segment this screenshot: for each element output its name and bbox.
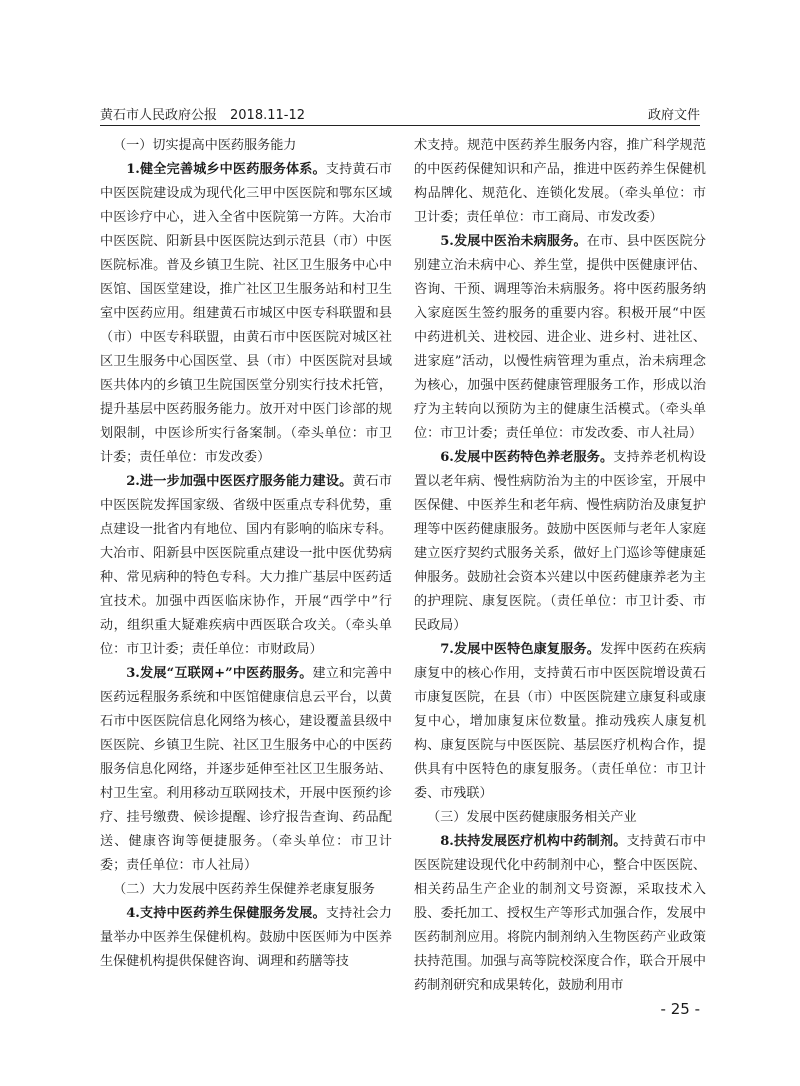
paragraph-4	[100, 902, 392, 974]
paragraph-2-title: 2.进一步加强中医医疗服务能力建设。	[126, 474, 353, 489]
paragraph-1	[100, 158, 392, 470]
paragraph-7	[414, 638, 706, 806]
paragraph-5-body: 在市、县中医医院分别建立治未病中心、养生堂，提供中医健康评估、咨询、干预、调理等治未病服务。将中医药服务纳入家庭医生签约服务的重要内容。积极开展“中医中药进机关、进校园、进企业、进乡村、进社区、进家庭”活动，以慢性病管理为重点，治未病理念为核心，加强中医药健康管理服务工作，形成以治疗为主转向以预防为主的健康生活模式。（牵头单位：市卫计委；责任单位：市发改委、市人社局）	[414, 234, 707, 441]
paragraph-6	[414, 446, 706, 638]
section-heading-3: （三）发展中医药健康服务相关产业	[427, 810, 637, 825]
left-column	[100, 134, 392, 974]
paragraph-6-body: 支持养老机构设置以老年病、慢性病防治为主的中医诊室，开展中医保健、中医养生和老年病、慢性病防治及康复护理等中医药健康服务。鼓励中医医师与老年人家庭建立医疗契约式服务关系，做好上门巡诊等健康延伸服务。鼓励社会资本兴建以中医药健康养老为主的护理院、康复医院。（责任单位：市卫计委、市民政局）	[414, 450, 706, 633]
paragraph-3-title: 3.发展“互联网+”中医药服务。	[126, 666, 313, 681]
paragraph-1-title: 1.健全完善城乡中医药服务体系。	[126, 162, 326, 177]
paragraph-3-body: 建立和完善中医药远程服务系统和中医馆健康信息云平台，以黄石市中医医院信息化网络为核心，建设覆盖县级中医医院、乡镇卫生院、社区卫生服务中心的中医药服务信息化网络，并逐步延伸至社区卫生服务站、村卫生室。利用移动互联网技术，开展中医预约诊疗、挂号缴费、候诊提醒、诊疗报告查询、药品配送、健康咨询等便捷服务。（牵头单位：市卫计委；责任单位：市人社局）	[100, 666, 393, 873]
paragraph-4-title: 4.支持中医药养生保健服务发展。	[126, 906, 326, 921]
paragraph-5	[414, 230, 706, 446]
paragraph-8-body: 支持黄石市中医医院建设现代化中药制剂中心，整合中医医院、相关药品生产企业的制剂文号资源，采取技术入股、委托加工、授权生产等形式加强合作，发展中医药制剂应用。将院内制剂纳入生物医药产业政策扶持范围。加强与高等院校深度合作，联合开展中药制剂研究和成果转化，鼓励利用市	[414, 834, 707, 993]
paragraph-7-title: 7.发展中医特色康复服务。	[440, 642, 601, 657]
paragraph-6-title: 6.发展中医药特色养老服务。	[440, 450, 614, 465]
paragraph-3	[100, 662, 392, 878]
page-number: - 25 -	[660, 1000, 700, 1018]
section-heading-2: （二）大力发展中医药养生保健养老康复服务	[113, 882, 375, 897]
paragraph-4-continued: 术支持。规范中医药养生服务内容，推广科学规范的中医药保健知识和产品，推进中医药养生保健机构品牌化、规范化、连锁化发展。（牵头单位：市卫计委；责任单位：市工商局、市发改委）	[414, 138, 706, 225]
paragraph-5-title: 5.发展中医治未病服务。	[440, 234, 587, 249]
paragraph-8	[414, 830, 706, 998]
paragraph-1-body: 支持黄石市中医医院建设成为现代化三甲中医医院和鄂东区域中医诊疗中心，进入全省中医院第一方阵。大冶市中医医院、阳新县中医医院达到示范县（市）中医医院标准。普及乡镇卫生院、社区卫生服务中心中医馆、国医堂建设，推广社区卫生服务站和村卫生室中医药应用。组建黄石市城区中医专科联盟和县（市）中医专科联盟，由黄石市中医医院对城区社区卫生服务中心国医堂、县（市）中医医院对县域医共体内的乡镇卫生院国医堂分别实行技术托管，提升基层中医药服务能力。放开对中医门诊部的规划限制，中医诊所实行备案制。（牵头单位：市卫计委；责任单位：市发改委）	[100, 162, 393, 465]
paragraph-4-body: 支持社会力量举办中医养生保健机构。鼓励中医医师为中医养生保健机构提供保健咨询、调理和药膳等技	[100, 906, 393, 969]
paragraph-8-title: 8.扶持发展医疗机构中药制剂。	[440, 834, 627, 849]
paragraph-2-body: 黄石市中医医院发挥国家级、省级中医重点专科优势，重点建设一批省内有地位、国内有影响的临床专科。大冶市、阳新县中医医院重点建设一批中医优势病种、常见病种的特色专科。大力推广基层中医药适宜技术。加强中西医临床协作，开展“西学中”行动，组织重大疑难疾病中西医联合攻关。（牵头单位：市卫计委；责任单位：市财政局）	[100, 474, 393, 657]
paragraph-2	[100, 470, 392, 662]
header-divider	[100, 125, 700, 126]
section-label: 政府文件	[647, 108, 700, 123]
paragraph-7-body: 发挥中医药在疾病康复中的核心作用，支持黄石市中医医院增设黄石市康复医院，在县（市）中医医院建立康复科或康复中心，增加康复床位数量。推动残疾人康复机构、康复医院与中医医院、基层医疗机构合作，提供具有中医特色的康复服务。（责任单位：市卫计委、市残联）	[414, 642, 707, 801]
section-heading-1: （一）切实提高中医药服务能力	[113, 138, 297, 153]
publication-title: 黄石市人民政府公报 2018.11-12	[100, 108, 305, 123]
right-column	[414, 134, 706, 998]
running-header	[100, 104, 700, 124]
